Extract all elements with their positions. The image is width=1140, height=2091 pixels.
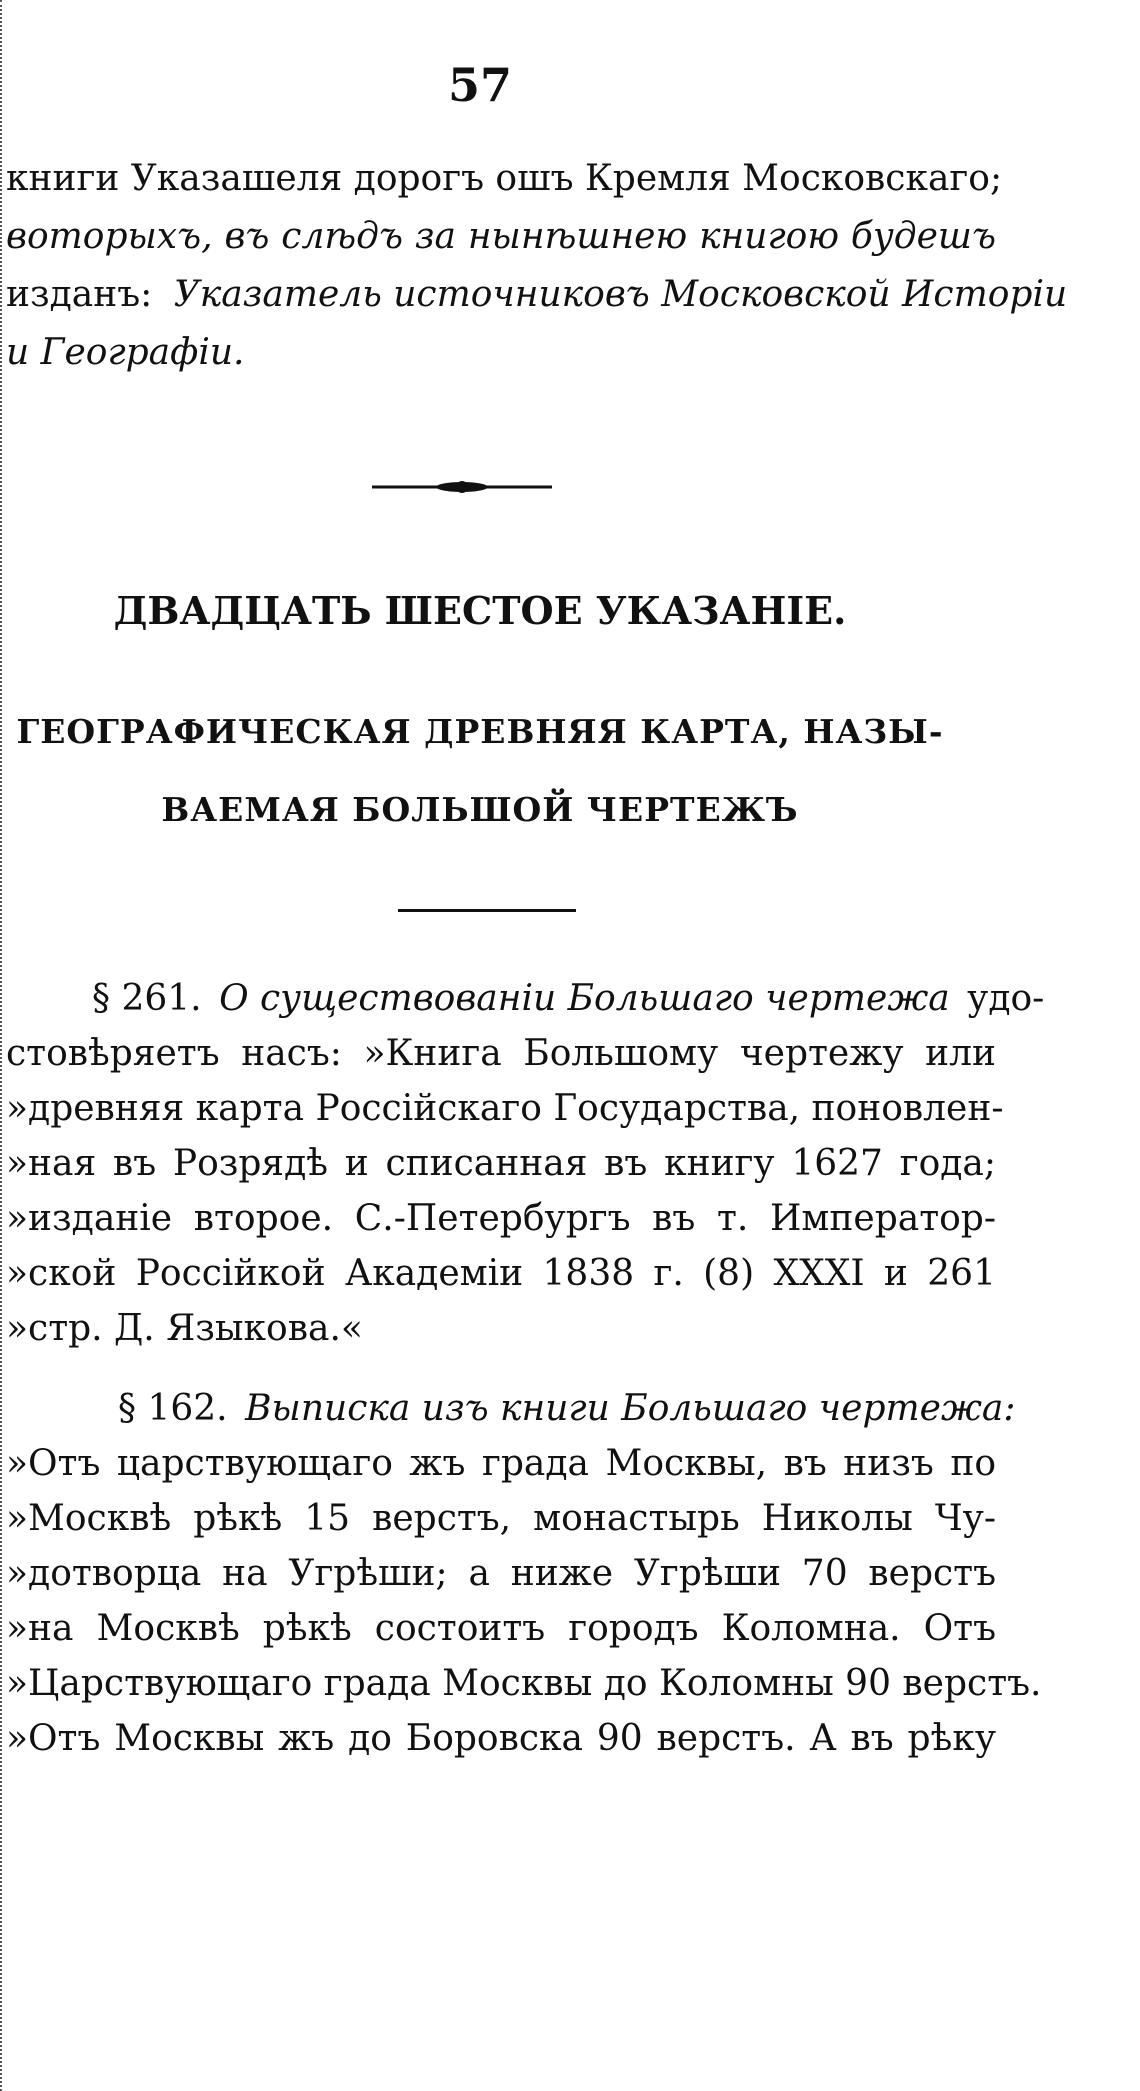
section-261-number: § 261. <box>92 978 202 1019</box>
chapter-subtitle-line-1: ГЕОГРАФИЧЕСКАЯ ДРЕВНЯЯ КАРТА, НАЗЫ- <box>16 712 944 751</box>
section-261-line-3: »древняя карта Россійскаго Государства, поновлен- <box>6 1088 1004 1129</box>
section-261-line-6: »ской Россійкой Академіи 1838 г. (8) XXXI и 261 <box>6 1253 996 1294</box>
page-number: 57 <box>447 58 512 112</box>
intro-line-3 <box>6 271 1067 319</box>
page-edge-binding <box>0 0 5 2091</box>
section-162-italic: Выписка изъ книги Большаго чертежа: <box>245 1388 1016 1429</box>
section-162-line-3: »дотворца на Угрѣши; а ниже Угрѣши 70 верстъ <box>6 1553 996 1594</box>
intro-published-label: изданъ: <box>6 274 153 315</box>
section-261-line-2: стовѣряетъ насъ: »Книга Большому чертежу или <box>6 1033 996 1074</box>
intro-line-1: книги Указашеля дорогъ ошъ Кремля Московскаго; <box>6 158 1003 199</box>
section-162-line-2: »Москвѣ рѣкѣ 15 верстъ, монастырь Николы Чу- <box>6 1498 996 1539</box>
section-162-line-1: »Отъ царствующаго жъ града Москвы, въ низъ по <box>6 1443 996 1484</box>
ornament-divider <box>372 480 552 494</box>
section-162-line-6: »Отъ Москвы жъ до Боровска 90 верстъ. А въ рѣку <box>6 1718 996 1759</box>
section-261-line-1: удо- <box>967 978 1045 1019</box>
section-162-line-5: »Царствующаго града Москвы до Коломны 90 верстъ. <box>6 1663 1042 1704</box>
intro-line-2-text: воторыхъ, въ слѣдъ за нынѣшнею книгою будешъ <box>6 216 996 257</box>
section-261-line-4: »ная въ Розрядѣ и списанная въ книгу 1627 года; <box>6 1143 996 1184</box>
intro-line-4: и Географіи. <box>6 332 245 373</box>
chapter-title: ДВАДЦАТЬ ШЕСТОЕ УКАЗАНІЕ. <box>113 588 847 633</box>
section-162-first-line <box>118 1385 1015 1433</box>
intro-book-title: Указатель источниковъ Московской Исторіи <box>173 274 1068 315</box>
section-162-number: § 162. <box>118 1388 228 1429</box>
section-162-line-4: »на Москвѣ рѣкѣ состоитъ городъ Коломна. Отъ <box>6 1608 996 1649</box>
chapter-subtitle-line-2: ВАЕМАЯ БОЛЬШОЙ ЧЕРТЕЖЪ <box>161 790 799 829</box>
intro-line-2 <box>6 213 996 261</box>
section-261-line-7: »стр. Д. Языкова.« <box>6 1308 363 1349</box>
section-261-line-5: »изданіе второе. С.-Петербургъ въ т. Император- <box>6 1198 996 1239</box>
section-rule <box>398 909 576 912</box>
section-261-italic: О существованіи Большаго чертежа <box>219 978 950 1019</box>
section-261-first-line <box>92 975 1044 1023</box>
